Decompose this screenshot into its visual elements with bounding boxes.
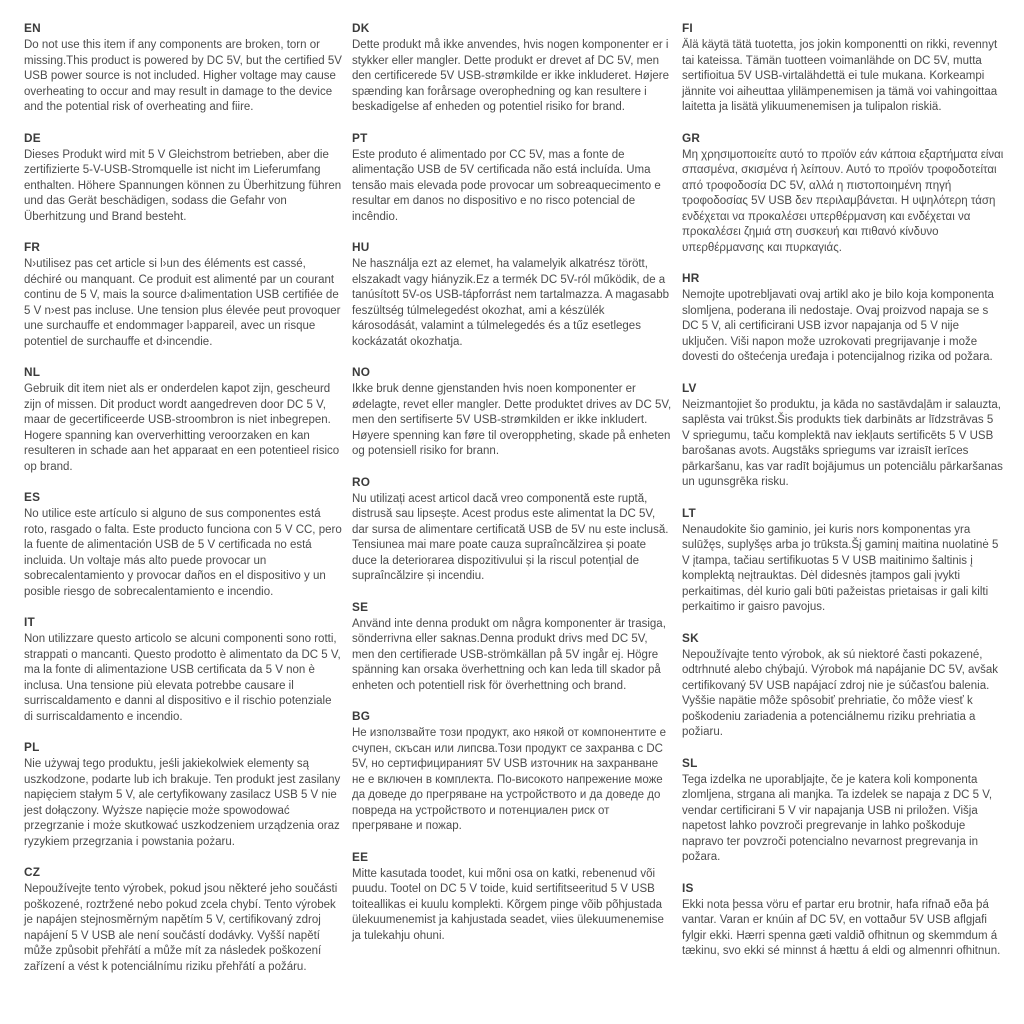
- warning-text: Nie używaj tego produktu, jeśli jakiekolwiek elementy są uszkodzone, podarte lub ich brakuje. Ten produkt jest zasilany napięciem stałym 5 V, ale certyfikowany zasilacz USB 5 V nie jest dołączony. Wyższe napięcie może spowodować przegrzanie i może skutkować uszkodzeniem urządzenia oraz ryzykiem przegrzania i powstania pożaru.: [24, 758, 341, 848]
- language-section-bg: [352, 709, 682, 835]
- language-code-label: CZ: [24, 865, 41, 879]
- column-1: [24, 21, 352, 1024]
- language-code-label: IS: [682, 880, 694, 895]
- language-code-label: SL: [682, 755, 698, 770]
- warning-text: Non utilizzare questo articolo se alcuni componenti sono rotti, strappati o mancanti. Questo prodotto è alimentato da DC 5 V, ma la fonte di alimentazione USB certificata da 5 V non è inclusa. Una tensione più elevata potrebbe causare il surriscaldamento e danni al dispositivo e il rischio potenziale di surriscaldamento e incendio.: [24, 633, 341, 723]
- warning-text: Använd inte denna produkt om några komponenter är trasiga, sönderrivna eller saknas.Denna produkt drivs med DC 5V, men den certifierade USB-strömkällan på 5V ingår ej. Högre spänning kan orsaka överhettning och kan leda till skador på enheten och potentiell risk för överhettning och brand.: [352, 617, 666, 692]
- language-code-label: RO: [352, 474, 371, 489]
- language-section-no: [352, 365, 682, 460]
- language-section-fi: [682, 21, 1014, 116]
- language-section-is: [682, 881, 1014, 960]
- warning-text: Μη χρησιμοποιείτε αυτό το προϊόν εάν κάποια εξαρτήματα είναι σπασμένα, σκισμένα ή λείπουν. Αυτό το προϊόν τροφοδοτείται από τροφοδοσία DC 5V, αλλά η πιστοποιημένη πηγή τροφοδοσίας 5V USB δεν περιλαμβάνεται. Η υψηλότερη τάση ενδέχεται να προκαλέσει υπερθέρμανση και ενδέχεται να προκαλέσει ζημιά στη συσκευή και πιθανό κίνδυνο υπερθέρμανσης και πυρκαγιάς.: [682, 148, 1004, 254]
- language-code-label: PL: [24, 740, 40, 754]
- language-code-label: DK: [352, 21, 370, 35]
- language-section-lt: [682, 506, 1014, 616]
- language-code-label: EN: [24, 21, 41, 35]
- language-section-hr: [682, 271, 1014, 366]
- warning-text: Ikke bruk denne gjenstanden hvis noen komponenter er ødelagte, revet eller mangler. Dette produktet drives av DC 5V, men den sertifiserte 5V USB-strømkilden er ikke inkludert. Høyere spenning kan føre til overoppheting, skade på enheten og potensiell risiko for brann.: [352, 383, 672, 457]
- language-code-label: HU: [352, 240, 370, 254]
- language-code-label: SK: [682, 630, 699, 645]
- language-code-label: LV: [682, 380, 697, 395]
- language-code-label: FR: [24, 240, 41, 254]
- warning-text: Nepoužívajte tento výrobok, ak sú niektoré časti pokazené, odtrhnuté alebo chýbajú. Výrobok má napájanie DC 5V, avšak certifikovaný 5V USB napájací zdroj nie je súčasťou balenia. Vyššie napätie môže spôsobiť prehriatie, čo môže viesť k poškodeniu zariadenia a potenciálnemu riziku prehriatia a požiaru.: [682, 648, 999, 738]
- language-code-label: EE: [352, 849, 369, 864]
- language-section-de: [24, 131, 352, 226]
- column-2: [352, 21, 682, 1024]
- warning-text: Nu utilizați acest articol dacă vreo componentă este ruptă, distrusă sau lipsește. Acest produs este alimentat la DC 5V, dar sursa de alimentare certificată USB de 5V nu este inclusă. Tensiunea mai mare poate cauza supraîncălzirea și poate duce la deteriorarea dispozitivului și la riscul potențial de supraîncălzire și incendiu.: [352, 492, 669, 582]
- language-section-pl: [24, 740, 352, 850]
- language-code-label: NL: [24, 365, 41, 379]
- language-section-dk: [352, 21, 682, 116]
- language-code-label: SE: [352, 599, 369, 614]
- language-code-label: LT: [682, 505, 696, 520]
- warning-text: Dieses Produkt wird mit 5 V Gleichstrom betrieben, aber die zertifizierte 5-V-USB-Stromquelle ist nicht im Lieferumfang enthalten. Höhere Spannungen können zu Überhitzung führen und das Gerät beschädigen, sodass die Gefahr von Überhitzung und Brand besteht.: [24, 148, 342, 223]
- warning-text: Nepoužívejte tento výrobek, pokud jsou některé jeho součásti poškozené, roztržené nebo pokud zcela chybí. Tento výrobek je napájen stejnosměrným napětím 5 V, certifikovaný zdroj napájení 5 V USB ale není součástí dodávky. Vyšší napětí může způsobit přehřátí a může mít za následek poškození zařízení a vést k potenciálnímu riziku přehřátí a požáru.: [24, 883, 338, 973]
- warning-text: Nenaudokite šio gaminio, jei kuris nors komponentas yra sulūžęs, suplyšęs arba jo trūksta.Šį gaminį maitina nuolatinė 5 V įtampa, tačiau sertifikuotas 5 V USB maitinimo šaltinis į komplektą neįtrauktas. Dėl didesnės įtampos gali įvykti perkaitimas, dėl kurio gali būti pažeistas prietaisas ir gali kilti perkaitimo ir gaisro pavojus.: [682, 523, 999, 613]
- language-code-label: NO: [352, 365, 371, 379]
- language-code-label: DE: [24, 130, 41, 145]
- warning-text: Älä käytä tätä tuotetta, jos jokin komponentti on rikki, revennyt tai kateissa. Tämän tuotteen voimanlähde on DC 5V, mutta sertifioitua 5V USB-virtalähdettä ei tule mukana. Korkeampi jännite voi aiheuttaa ylilämpenemisen ja tämä voi vahingoittaa laitetta ja lisätä ylikuumenemisen ja tulipalon riskiä.: [682, 39, 998, 113]
- warning-text: Tega izdelka ne uporabljajte, če je katera koli komponenta zlomljena, strgana ali manjka. Ta izdelek se napaja z DC 5 V, vendar certificirani 5 V vir napajanja USB ni priložen. Višja napetost lahko povzroči pregrevanje in lahko poškoduje napravo ter povzroči potencialno nevarnost pregrevanja in požara.: [682, 773, 993, 863]
- warning-text: Mitte kasutada toodet, kui mõni osa on katki, rebenenud või puudu. Tootel on DC 5 V toide, kuid sertifitseeritud 5 V USB toiteallikas ei kuulu komplekti. Kõrgem pinge võib põhjustada ülekuumenemist ja kahjustada seadet, viies ülekuumenemise ja tulekahju ohuni.: [352, 867, 664, 942]
- language-section-cz: [24, 865, 352, 975]
- warning-text: No utilice este artículo si alguno de sus componentes está roto, rasgado o falta. Este producto funciona con 5 V CC, pero la fuente de alimentación USB de 5 V certificada no está incluida. Un voltaje más alto puede provocar un sobrecalentamiento y provocar daños en el dispositivo y un posible riesgo de sobrecalentamiento e incendio.: [24, 508, 342, 598]
- warning-text: Este produto é alimentado por CC 5V, mas a fonte de alimentação USB de 5V certificada não está incluída. Uma tensão mais elevada pode provocar um sobreaquecimento e resultar em danos no dispositivo e no risco potencial de incêndio.: [352, 148, 661, 223]
- language-code-label: HR: [682, 271, 700, 285]
- warning-text: Nemojte upotrebljavati ovaj artikl ako je bilo koja komponenta slomljena, poderana ili nedostaje. Ovaj proizvod napaja se s DC 5 V, ali certificirani USB izvor napajanja od 5 V nije uključen. Viši napon može uzrokovati pregrijavanje i može dovesti do oštećenja uređaja i potencijalnog rizika od požara.: [682, 289, 994, 363]
- language-code-label: GR: [682, 130, 701, 145]
- language-code-label: PT: [352, 130, 368, 145]
- language-code-label: ES: [24, 490, 41, 504]
- language-section-es: [24, 490, 352, 600]
- warning-text: Do not use this item if any components are broken, torn or missing.This product is powered by DC 5V, but the certified 5V USB power source is not included. Higher voltage may cause overheating to occur and may result in damage to the device and the potential risk of overheating and fiire.: [24, 39, 342, 113]
- language-section-sl: [682, 756, 1014, 866]
- warning-text: Ekki nota þessa vöru ef partar eru brotnir, hafa rifnað eða þá vantar. Varan er knúin af DC 5V, en vottaður 5V USB aflgjafi fylgir ekki. Hærri spenna gæti valdið ofhitnun og skemmdum á tækinu, svo ekki sé minnst á hættu á eldi og almennri ofhitnun.: [682, 898, 1001, 957]
- language-section-pt: [352, 131, 682, 226]
- language-section-nl: [24, 365, 352, 475]
- language-section-ro: [352, 475, 682, 585]
- warning-text: N›utilisez pas cet article si l›un des éléments est cassé, déchiré ou manquant. Ce produit est alimenté par un courant continu de 5 V, mais la source d›alimentation USB certifiée de 5 V n›est pas incluse. Une tension plus élevée peut provoquer une surchauffe et endommager l›appareil, avec un risque potentiel de surchauffe et d›incendie.: [24, 258, 341, 348]
- warning-text: Gebruik dit item niet als er onderdelen kapot zijn, gescheurd zijn of missen. Dit product wordt aangedreven door DC 5 V, maar de gecertificeerde USB-stroombron is niet inbegrepen. Hogere spanning kan oververhitting veroorzaken en kan resulteren in schade aan het apparaat en een potentieel risico op brand.: [24, 383, 340, 473]
- language-section-it: [24, 615, 352, 725]
- language-section-se: [352, 600, 682, 695]
- warning-text: Не използвайте този продукт, ако някой от компонентите е счупен, скъсан или липсва.Този продукт се захранва с DC 5V, но сертифицираният 5V USB източник на захранване не е включен в комплекта. По-високото напрежение може да доведе до прегряване на устройството и да доведе до повреда на устройството и потенциален риск от прегряване и пожар.: [352, 727, 667, 832]
- warning-text: Ne használja ezt az elemet, ha valamelyik alkatrész törött, elszakadt vagy hiányzik.Ez a termék DC 5V-ról működik, de a tanúsított 5V-os USB-tápforrást nem tartalmazza. A magasabb feszültség túlmelegedést okozhat, ami a készülék károsodását, valamint a túlmelegedés és a tűz esetleges kockázatát okozhatja.: [352, 258, 670, 348]
- language-section-ee: [352, 850, 682, 945]
- language-section-hu: [352, 240, 682, 350]
- language-section-gr: [682, 131, 1014, 257]
- warning-text: Neizmantojiet šo produktu, ja kāda no sastāvdaļām ir salauzta, saplēsta vai trūkst.Šis produkts tiek darbināts ar līdzstrāvas 5 V spriegumu, taču komplektā nav iekļauts sertificēts 5 V USB barošanas avots. Augstāks spriegums var izraisīt ierīces pārkaršanu, kas var radīt bojājumus un potenciālu pārkaršanas un ugunsgrēka risku.: [682, 398, 1003, 488]
- column-3: [682, 21, 1014, 1024]
- language-section-fr: [24, 240, 352, 350]
- language-section-lv: [682, 381, 1014, 491]
- language-section-en: [24, 21, 352, 116]
- language-section-sk: [682, 631, 1014, 741]
- language-code-label: FI: [682, 21, 693, 35]
- language-code-label: BG: [352, 709, 371, 723]
- language-code-label: IT: [24, 615, 35, 629]
- warning-text: Dette produkt må ikke anvendes, hvis nogen komponenter er i stykker eller mangler. Dette produkt er drevet af DC 5V, men den certificerede 5V USB-strømkilde er ikke inkluderet. Højere spænding kan forårsage overophedning og kan resultere i beskadigelse af enheden og potentiel risiko for brand.: [352, 39, 670, 113]
